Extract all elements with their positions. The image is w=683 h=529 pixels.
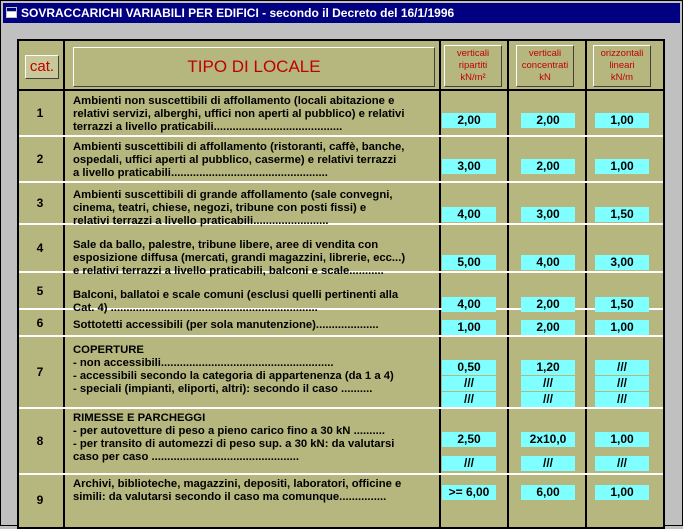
load-value-field[interactable]: ///	[442, 456, 496, 471]
category-number: 8	[36, 434, 44, 448]
row-separator	[19, 181, 663, 183]
load-value-field[interactable]: ///	[595, 456, 649, 471]
load-value-field[interactable]: ///	[521, 392, 575, 407]
tipo-locale-header: TIPO DI LOCALE	[73, 47, 435, 87]
col-header-verticali-concentrati	[516, 45, 574, 87]
category-description: Archivi, biblioteche, magazzini, depositi, laboratori, officine e simili: da valutarsi secondo il caso ma comunque...............	[73, 478, 402, 503]
load-value-field[interactable]: ///	[595, 360, 649, 375]
category-number: 6	[36, 315, 44, 330]
load-value-field[interactable]: 1,00	[595, 485, 649, 500]
row-separator	[19, 407, 663, 409]
load-value-field[interactable]: 1,20	[521, 360, 575, 375]
category-number: 3	[36, 196, 44, 210]
load-value-field[interactable]: 2,00	[521, 320, 575, 335]
loads-table	[17, 39, 665, 529]
load-value-field[interactable]: 1,50	[595, 297, 649, 312]
load-value-field[interactable]: ///	[595, 392, 649, 407]
category-description: Ambienti suscettibili di affollamento (ristoranti, caffè, banche, ospedali, uffici aperti al pubblico, caserme) e relativi terrazzi a livello praticabili..................................................	[73, 141, 405, 179]
load-value-field[interactable]: 3,00	[595, 255, 649, 270]
load-value-field[interactable]: 3,00	[442, 159, 496, 174]
load-value-field[interactable]: ///	[521, 376, 575, 391]
load-value-field[interactable]: 5,00	[442, 255, 496, 270]
load-value-field[interactable]: 2x10,0	[521, 432, 575, 447]
load-value-field[interactable]: 1,50	[595, 207, 649, 222]
column-divider	[585, 41, 587, 527]
load-value-field[interactable]: 1,00	[442, 320, 496, 335]
cat-header-button[interactable]: cat.	[25, 55, 59, 79]
row-separator	[19, 473, 663, 475]
load-value-field[interactable]: 1,00	[595, 113, 649, 128]
load-value-field[interactable]: ///	[521, 456, 575, 471]
column-divider	[507, 41, 509, 527]
load-value-field[interactable]: ///	[595, 376, 649, 391]
col-header-line: lineari	[609, 60, 635, 71]
load-value-field[interactable]: 2,00	[442, 113, 496, 128]
column-divider	[439, 41, 441, 527]
col-header-line: ripartiti	[458, 60, 488, 71]
category-number: 2	[36, 152, 44, 166]
category-number: 9	[36, 493, 44, 507]
load-value-field[interactable]: 0,50	[442, 360, 496, 375]
app-icon	[6, 7, 17, 18]
col-header-line: verticali	[528, 48, 562, 59]
load-value-field[interactable]: 3,00	[521, 207, 575, 222]
window-title: SOVRACCARICHI VARIABILI PER EDIFICI - secondo il Decreto del 16/1/1996	[21, 6, 455, 20]
load-value-field[interactable]: 2,00	[521, 113, 575, 128]
load-value-field[interactable]: 2,50	[442, 432, 496, 447]
col-header-line: orizzontali	[600, 48, 644, 59]
row-separator	[19, 135, 663, 137]
category-description: Balconi, ballatoi e scale comuni (esclusi quelli pertinenti alla Cat. 4) ..................................................................	[73, 289, 399, 314]
category-number: 4	[36, 241, 44, 255]
content-area	[3, 25, 680, 523]
load-value-field[interactable]: 2,00	[521, 297, 575, 312]
col-header-line: concentrati	[521, 60, 569, 71]
load-value-field[interactable]: 4,00	[521, 255, 575, 270]
load-value-field[interactable]: ///	[442, 376, 496, 391]
category-description: Ambienti non suscettibili di affollamento (locali abitazione e relativi servizi, alberghi, uffici non aperti al pubblico) e relativi terrazzi a livello praticabili.........................................	[73, 95, 405, 133]
category-description: RIMESSE E PARCHEGGI - per autovetture di peso a pieno carico fino a 30 kN .......... - per transito di automezzi di peso sup. a 30 kN: da valutarsi caso per caso ...............................................	[73, 412, 395, 463]
category-number: 1	[36, 106, 44, 120]
load-value-field[interactable]: 6,00	[521, 485, 575, 500]
column-divider	[63, 41, 65, 527]
col-header-line: verticali	[456, 48, 490, 59]
load-value-field[interactable]: 4,00	[442, 297, 496, 312]
col-header-verticali-ripartiti	[444, 45, 502, 87]
col-header-line: kN/m²	[460, 72, 486, 83]
load-value-field[interactable]: 1,00	[595, 432, 649, 447]
load-value-field[interactable]: >= 6,00	[442, 485, 496, 500]
load-value-field[interactable]: ///	[442, 392, 496, 407]
category-description: Ambienti suscettibili di grande affollamento (sale convegni, cinema, teatri, chiese, negozi, tribune con posti fissi) e relativi terrazzi a livello praticabili........................	[73, 189, 393, 227]
category-description: Sottotetti accessibili (per sola manutenzione)....................	[73, 319, 379, 331]
col-header-orizzontali-lineari	[593, 45, 651, 87]
row-separator	[19, 89, 663, 91]
category-number: 7	[36, 365, 44, 379]
col-header-line: kN	[539, 72, 551, 83]
category-description: COPERTURE - non accessibili....................................................... - accessibili secondo la categoria di appartenenza (da 1 a 4) - speciali (impianti, eliporti, altri): secondo il caso ..........	[73, 344, 394, 395]
load-value-field[interactable]: 2,00	[521, 159, 575, 174]
load-value-field[interactable]: 1,00	[595, 159, 649, 174]
load-value-field[interactable]: 4,00	[442, 207, 496, 222]
title-bar	[3, 3, 680, 23]
category-number: 5	[36, 283, 44, 298]
category-description: Sale da ballo, palestre, tribune libere, aree di vendita con esposizione diffusa (mercati, grandi magazzini, librerie, ecc...) e relativi terrazzi a livello praticabili, balconi e scale...........	[73, 239, 406, 277]
load-value-field[interactable]: 1,00	[595, 320, 649, 335]
col-header-line: kN/m	[610, 72, 634, 83]
row-separator	[19, 335, 663, 337]
